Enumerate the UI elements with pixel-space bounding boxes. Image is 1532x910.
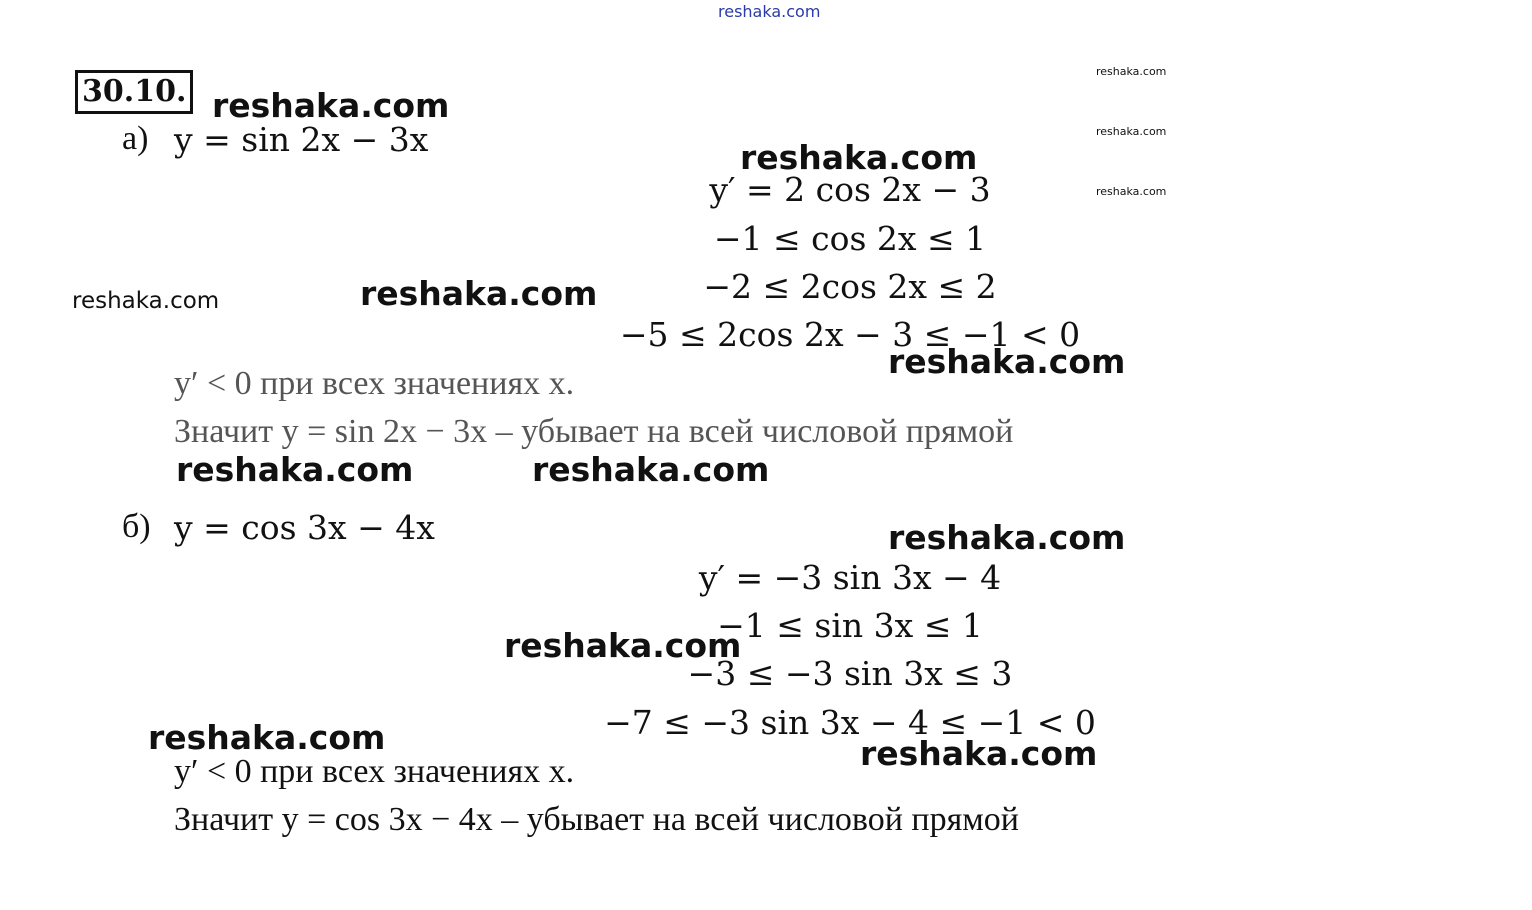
part-a-inequality-2: −2 ≤ 2cos 2x ≤ 2 (703, 267, 997, 306)
part-a-inequality-3: −5 ≤ 2cos 2x − 3 ≤ −1 < 0 (619, 315, 1081, 354)
watermark: reshaka.com (1096, 65, 1167, 78)
part-a-derivative: y′ = 2 cos 2x − 3 (709, 170, 991, 209)
watermark: reshaka.com (1096, 185, 1167, 198)
part-b-label: б) (122, 508, 151, 545)
watermark: reshaka.com (504, 626, 742, 665)
watermark: reshaka.com (212, 86, 450, 125)
watermark: reshaka.com (176, 450, 414, 489)
watermark: reshaka.com (360, 274, 598, 313)
watermark: reshaka.com (888, 518, 1126, 557)
watermark: reshaka.com (888, 342, 1126, 381)
part-a-inequality-1: −1 ≤ cos 2x ≤ 1 (713, 219, 987, 258)
watermark: reshaka.com (148, 718, 386, 757)
part-b-inequality-2: −3 ≤ −3 sin 3x ≤ 3 (687, 654, 1013, 693)
watermark: reshaka.com (1096, 125, 1167, 138)
part-b-derivative: y′ = −3 sin 3x − 4 (698, 558, 1002, 597)
watermark: reshaka.com (532, 450, 770, 489)
watermark: reshaka.com (72, 288, 220, 314)
part-b-inequality-3: −7 ≤ −3 sin 3x − 4 ≤ −1 < 0 (604, 703, 1096, 742)
watermark: reshaka.com (860, 734, 1098, 773)
part-a-label: а) (122, 120, 149, 157)
part-a-function: y = sin 2x − 3x (174, 120, 429, 159)
part-b-inequality-1: −1 ≤ sin 3x ≤ 1 (717, 606, 983, 645)
part-a-statement-1: y′ < 0 при всех значениях x. (174, 365, 575, 402)
watermark: reshaka.com (740, 138, 978, 177)
part-b-statement-1: y′ < 0 при всех значениях x. (174, 753, 575, 790)
watermark-top: reshaka.com (718, 2, 821, 21)
part-a-statement-2: Значит y = sin 2x − 3x – убывает на всей числовой прямой (174, 413, 1014, 450)
part-b-statement-2: Значит y = cos 3x − 4x – убывает на всей числовой прямой (174, 801, 1019, 838)
problem-number: 30.10. (75, 70, 193, 114)
part-b-function: y = cos 3x − 4x (174, 508, 435, 547)
